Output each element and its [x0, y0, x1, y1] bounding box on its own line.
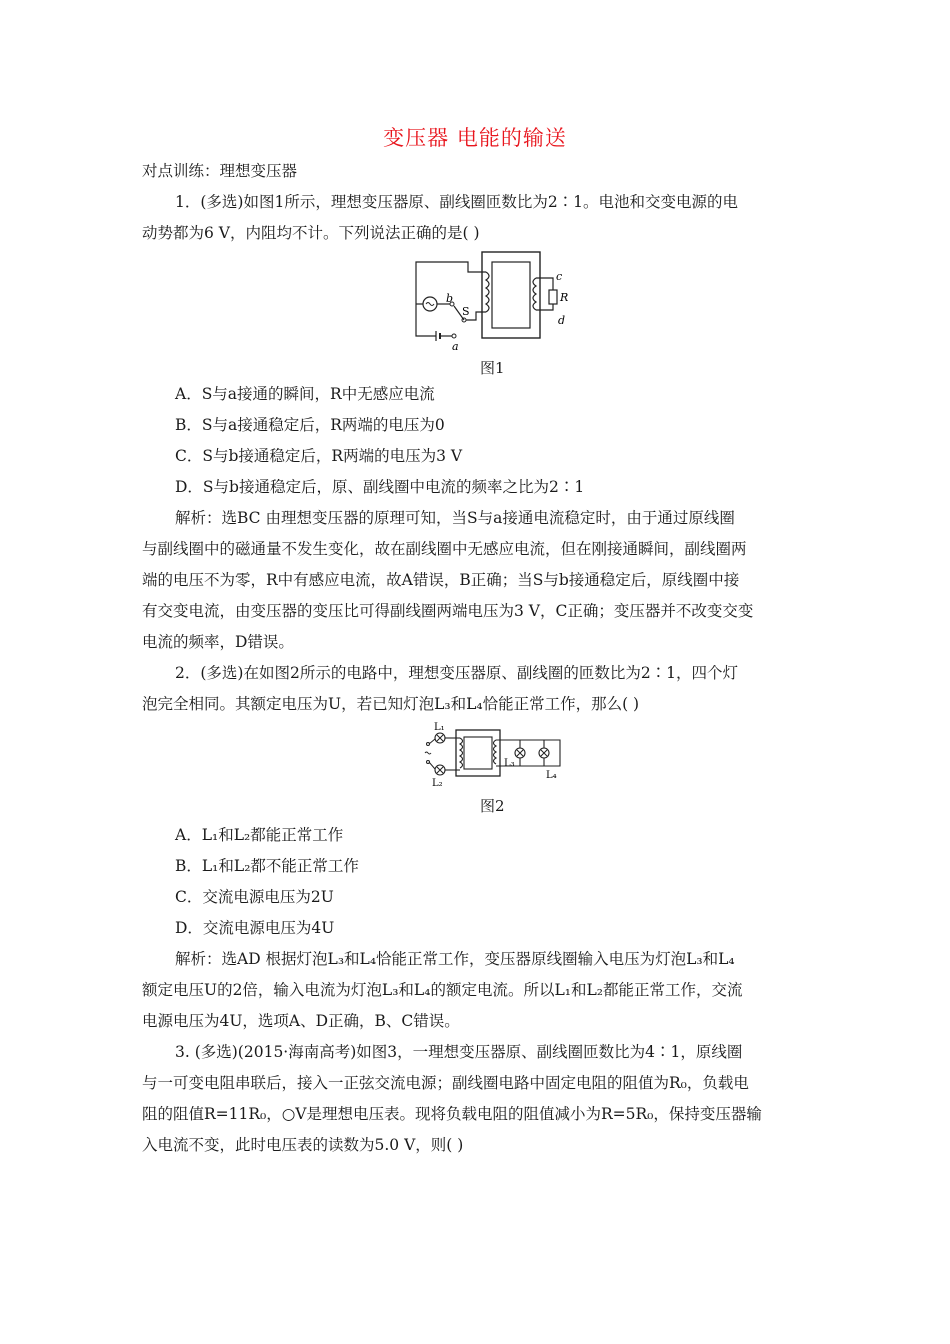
q2-option-c: C．交流电源电压为2U: [175, 888, 334, 906]
q1-analysis-line-2: 与副线圈中的磁通量不发生变化，故在副线圈中无感应电流，但在刚接通瞬间，副线圈两: [142, 540, 747, 558]
question-3-line-1: 3. (多选)(2015·海南高考)如图3，一理想变压器原、副线圈匝数比为4∶1，原线圈: [175, 1043, 743, 1061]
question-1-line-2: 动势都为6 V，内阻均不计。下列说法正确的是( ): [142, 224, 480, 242]
q2-option-a: A．L₁和L₂都能正常工作: [175, 826, 344, 844]
figure-1-label-s: S: [462, 305, 470, 318]
q1-option-b: B．S与a接通稳定后，R两端的电压为0: [175, 416, 445, 434]
q1-option-a: A．S与a接通的瞬间，R中无感应电流: [175, 385, 435, 403]
q1-analysis-line-4: 有交变电流，由变压器的变压比可得副线圈两端电压为3 V，C正确；变压器并不改变交变: [142, 602, 754, 620]
q1-analysis-line-1: 解析：选BC 由理想变压器的原理可知，当S与a接通电流稳定时，由于通过原线圈: [175, 509, 735, 527]
figure-2-label-l4: L₄: [546, 770, 557, 781]
figure-1-label-a: a: [452, 340, 459, 353]
figure-2-caption: 图2: [480, 797, 505, 815]
question-3-line-4: 入电流不变，此时电压表的读数为5.0 V，则( ): [142, 1136, 464, 1154]
figure-1-label-c: c: [556, 270, 563, 283]
figure-2-circuit: [420, 722, 570, 788]
question-3-line-2: 与一可变电阻串联后，接入一正弦交流电源；副线圈电路中固定电阻的阻值为R₀，负载电: [142, 1074, 749, 1092]
figure-2-label-l1: L₁: [434, 722, 445, 733]
q1-analysis-line-3: 端的电压不为零，R中有感应电流，故A错误，B正确；当S与b接通稳定后，原线圈中接: [142, 571, 740, 589]
q1-option-d: D．S与b接通稳定后，原、副线圈中电流的频率之比为2∶1: [175, 478, 585, 496]
q2-analysis-line-2: 额定电压U的2倍，输入电流为灯泡L₃和L₄的额定电流。所以L₁和L₂都能正常工作，交流: [142, 981, 743, 999]
question-2-line-1: 2．(多选)在如图2所示的电路中，理想变压器原、副线圈的匝数比为2∶1，四个灯: [175, 664, 739, 682]
q2-option-b: B．L₁和L₂都不能正常工作: [175, 857, 359, 875]
q2-option-d: D．交流电源电压为4U: [175, 919, 335, 937]
question-3-line-3: 阻的阻值R=11R₀，○V是理想电压表。现将负载电阻的阻值减小为R=5R₀，保持变压器输: [142, 1105, 762, 1123]
figure-1-label-r: R: [560, 291, 569, 304]
figure-1-label-b: b: [446, 292, 454, 305]
question-2-line-2: 泡完全相同。其额定电压为U，若已知灯泡L₃和L₄恰能正常工作，那么( ): [142, 695, 640, 713]
page-title: 变压器 电能的输送: [383, 126, 567, 150]
figure-2-label-l3: L₃: [504, 758, 515, 769]
section-heading: 对点训练：理想变压器: [142, 162, 298, 180]
figure-1-circuit: [408, 244, 578, 354]
q1-analysis-line-5: 电流的频率，D错误。: [142, 633, 294, 651]
figure-2-label-l2: L₂: [432, 778, 443, 788]
figure-1-caption: 图1: [480, 359, 505, 377]
question-1-line-1: 1．(多选)如图1所示，理想变压器原、副线圈匝数比为2∶1。电池和交变电源的电: [175, 193, 739, 211]
q2-analysis-line-3: 电源电压为4U，选项A、D正确，B、C错误。: [142, 1012, 460, 1030]
q2-analysis-line-1: 解析：选AD 根据灯泡L₃和L₄恰能正常工作，变压器原线圈输入电压为灯泡L₃和L₄: [175, 950, 735, 968]
figure-1-label-d: d: [558, 314, 566, 327]
q1-option-c: C．S与b接通稳定后，R两端的电压为3 V: [175, 447, 463, 465]
